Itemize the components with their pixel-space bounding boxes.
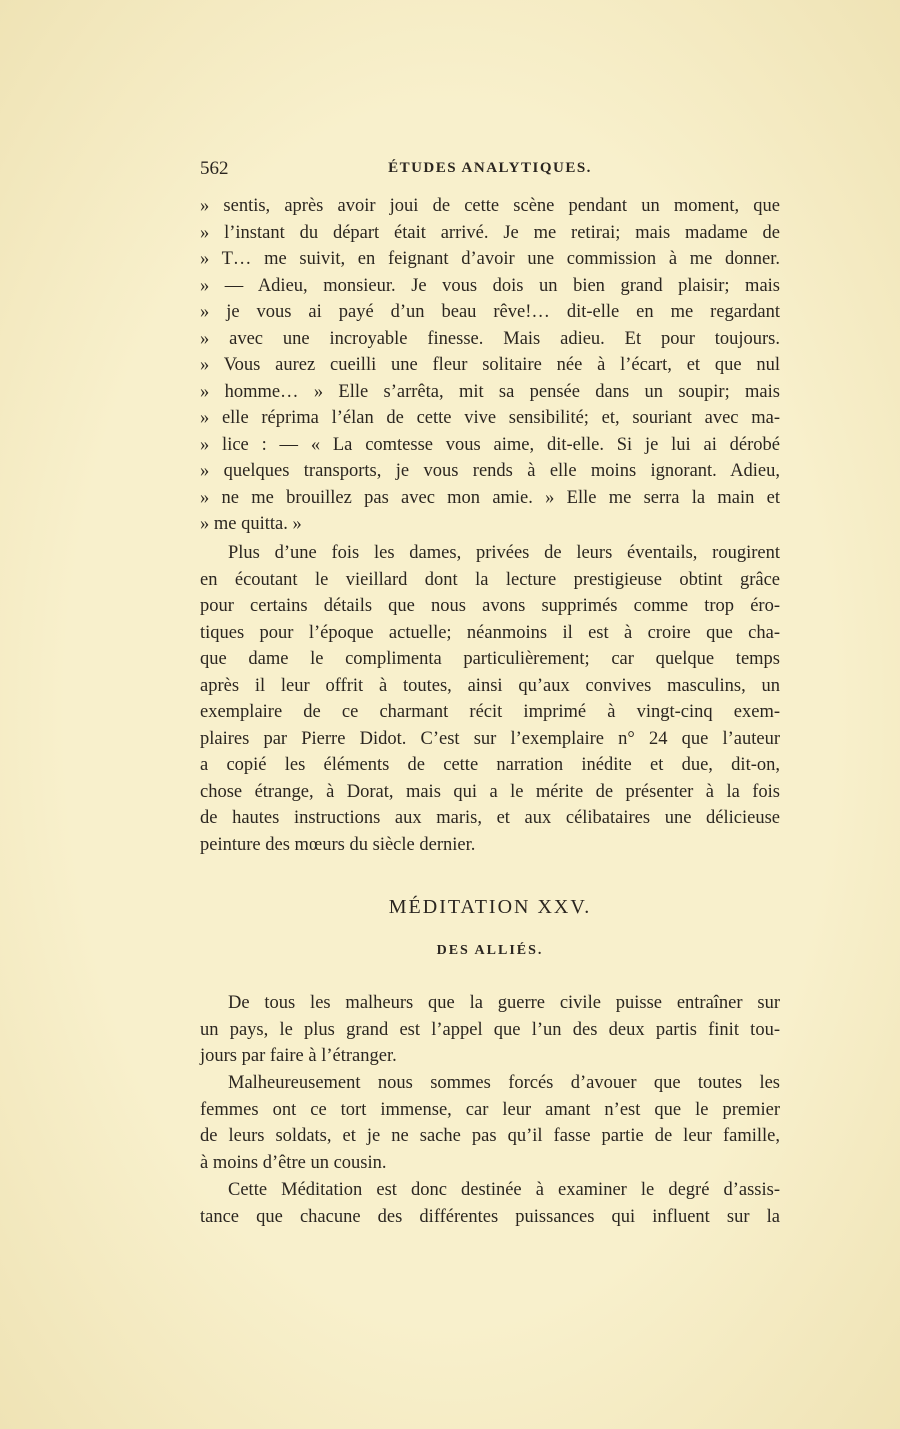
text-line: à moins d’être un cousin. [200,1152,387,1173]
text-line: » lice : — « La comtesse vous aime, dit-elle. Si je lui ai dérobé [200,434,780,455]
text-line: » — Adieu, monsieur. Je vous dois un bien grand plaisir; mais [200,275,780,296]
text-line: » T… me suivit, en feignant d’avoir une commission à me donner. [200,249,780,269]
text-line: plaires par Pierre Didot. C’est sur l’exemplaire n° 24 que l’auteur [200,728,780,749]
text-line: un pays, le plus grand est l’appel que l’un des deux partis finit tou- [200,1019,780,1040]
text-line: » avec une incroyable finesse. Mais adieu. Et pour toujours. [200,328,780,349]
text-line: pour certains détails que nous avons supprimés comme trop éro- [200,596,780,616]
text-line: » je vous ai payé d’un beau rêve!… dit-elle en me regardant [200,302,780,322]
text-line: de leurs soldats, et je ne sache pas qu’il fasse partie de leur famille, [200,1126,780,1146]
text-line: tiques pour l’époque actuelle; néanmoins il est à croire que cha- [200,622,780,643]
paragraph-women [200,1070,780,1176]
text-line: peinture des mœurs du siècle dernier. [200,834,476,855]
paragraph-commentary [200,540,780,858]
paragraph-quoted-narrative [200,193,780,538]
text-line: Malheureusement nous sommes forcés d’avouer que toutes les [228,1073,780,1093]
text-line: » ne me brouillez pas avec mon amie. » Elle me serra la main et [200,487,780,508]
chapter-subtitle: DES ALLIÉS. [436,943,544,958]
running-header [200,158,780,184]
text-line: Cette Méditation est donc destinée à examiner le degré d’assis- [228,1180,780,1200]
page-number: 562 [200,158,229,179]
paragraph-meditation-purpose [200,1177,780,1230]
text-line: tance que chacune des différentes puissances qui influent sur la [200,1206,780,1227]
text-line: chose étrange, à Dorat, mais qui a le mérite de présenter à la fois [200,781,780,802]
text-line: que dame le complimenta particulièrement; car quelque temps [200,649,780,669]
text-line: femmes ont ce tort immense, car leur amant n’est que le premier [200,1099,780,1120]
text-line: » Vous aurez cueilli une fleur solitaire née à l’écart, et que nul [200,355,780,375]
text-line: » homme… » Elle s’arrêta, mit sa pensée dans un soupir; mais [200,381,780,402]
text-line: après il leur offrit à toutes, ainsi qu’aux convives masculins, un [200,675,780,696]
running-title: ÉTUDES ANALYTIQUES. [388,160,592,176]
text-line: a copié les éléments de cette narration inédite et due, dit-on, [200,755,780,775]
text-line: » quelques transports, je vous rends à elle moins ignorant. Adieu, [200,461,780,481]
paragraph-civil-war [200,990,780,1070]
text-line: exemplaire de ce charmant récit imprimé à vingt-cinq exem- [200,702,780,722]
text-line: De tous les malheurs que la guerre civile puisse entraîner sur [228,993,780,1013]
text-line: en écoutant le vieillard dont la lecture prestigieuse obtint grâce [200,569,780,590]
text-line: jours par faire à l’étranger. [200,1046,397,1066]
chapter-title: MÉDITATION XXV. [388,896,592,918]
text-line: » elle réprima l’élan de cette vive sensibilité; et, souriant avec ma- [200,408,780,428]
text-line: Plus d’une fois les dames, privées de leurs éventails, rougirent [228,543,780,563]
text-line: » l’instant du départ était arrivé. Je me retirai; mais madame de [200,222,780,243]
text-line: de hautes instructions aux maris, et aux célibataires une délicieuse [200,808,780,828]
text-line: » sentis, après avoir joui de cette scène pendant un moment, que [200,196,780,216]
text-line: » me quitta. » [200,514,302,534]
